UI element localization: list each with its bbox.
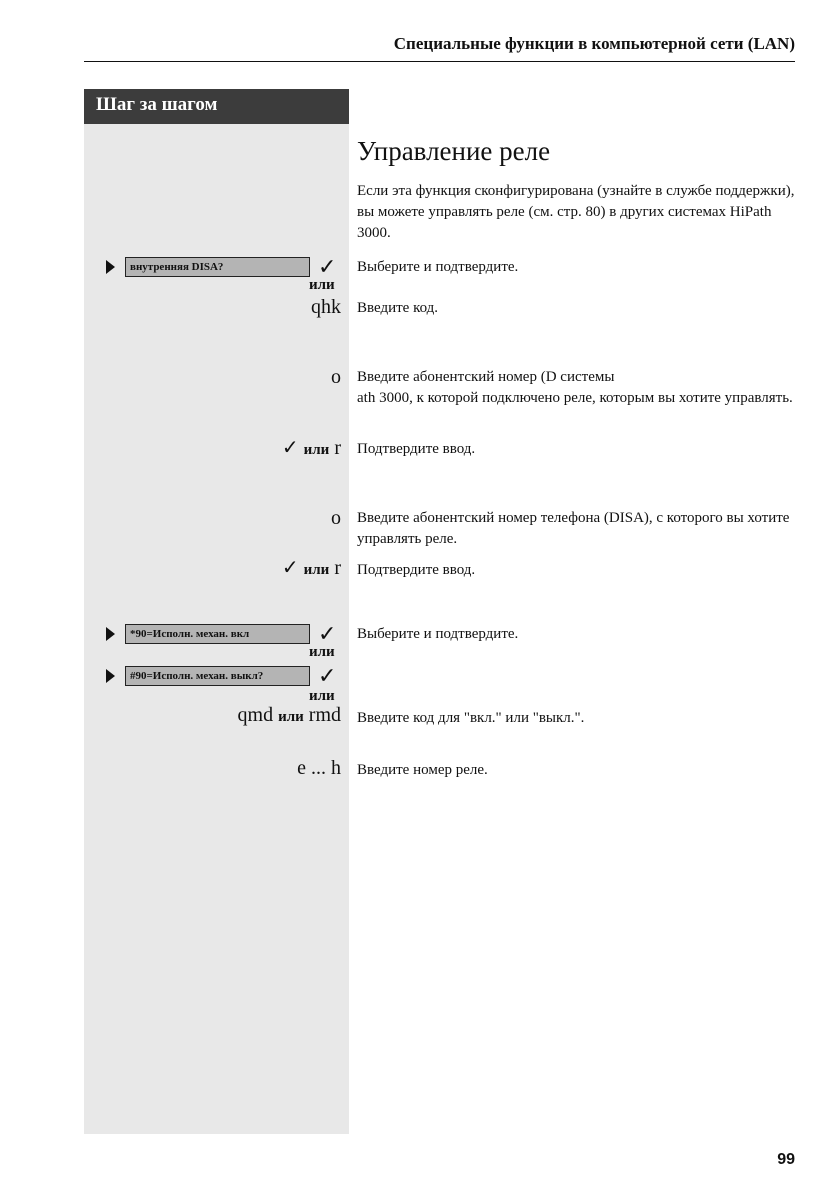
key-code[interactable]: qhk	[311, 296, 341, 318]
confirm-keys[interactable]	[282, 437, 341, 461]
checkmark-icon[interactable]: ✓	[318, 663, 337, 688]
checkmark-icon[interactable]: ✓	[318, 254, 337, 279]
checkmark-icon[interactable]: ✓	[281, 557, 299, 579]
step-enter-disa: Введите абонентский номер телефона (DISA), с которого вы хотите управлять реле.	[357, 510, 790, 547]
step-select-confirm-2: Выберите и подтвердите.	[357, 626, 519, 642]
or-label: или	[303, 562, 330, 578]
or-label: или	[309, 688, 335, 704]
arrow-right-icon	[106, 260, 115, 274]
checkmark-icon[interactable]: ✓	[318, 621, 337, 646]
key-code-off[interactable]: rmd	[308, 704, 341, 726]
header-title: Специальные функции в компьютерной сети (LAN)	[393, 34, 795, 53]
step-select-confirm: Выберите и подтвердите.	[357, 259, 519, 275]
or-label: или	[309, 644, 335, 660]
or-label: или	[303, 442, 330, 458]
key-code-on[interactable]: qmd	[237, 704, 274, 726]
key-digit[interactable]: o	[331, 507, 341, 529]
step-enter-onoff: Введите код для "вкл." или "выкл.".	[357, 710, 585, 726]
confirm-keys[interactable]	[282, 557, 341, 581]
key-r[interactable]: r	[334, 437, 341, 459]
key-r[interactable]: r	[334, 557, 341, 579]
step-confirm-input: Подтвердите ввод.	[357, 441, 476, 457]
display-internal-disa[interactable]: внутренняя DISA?	[125, 257, 310, 277]
sidebar-title: Шаг за шагом	[84, 89, 349, 124]
step-enter-number: Введите абонентский номер (D системы ath 3000, к которой подключено реле, которым вы хотите управлять.	[357, 369, 793, 406]
header-rule	[84, 61, 795, 62]
or-label: или	[278, 709, 304, 725]
section-heading: Управление реле	[357, 136, 551, 166]
page-number: 99	[777, 1151, 795, 1168]
checkmark-icon[interactable]: ✓	[281, 437, 299, 459]
key-relay-range[interactable]: e ... h	[297, 757, 341, 779]
onoff-code-keys[interactable]	[238, 704, 341, 728]
step-confirm-input-2: Подтвердите ввод.	[357, 562, 476, 578]
key-digit[interactable]: o	[331, 366, 341, 388]
arrow-right-icon	[106, 627, 115, 641]
or-label: или	[309, 277, 335, 293]
display-relay-on[interactable]: *90=Исполн. механ. вкл	[125, 624, 310, 644]
display-relay-off[interactable]: #90=Исполн. механ. выкл?	[125, 666, 310, 686]
intro-text: Если эта функция сконфигурирована (узнайте в службе поддержки), вы можете управлять реле (см. стр. 80) в других системах HiPath 3000.	[357, 183, 795, 241]
step-by-step-sidebar	[84, 89, 349, 1134]
arrow-right-icon	[106, 669, 115, 683]
step-enter-code: Введите код.	[357, 300, 439, 316]
step-enter-relay: Введите номер реле.	[357, 762, 488, 778]
